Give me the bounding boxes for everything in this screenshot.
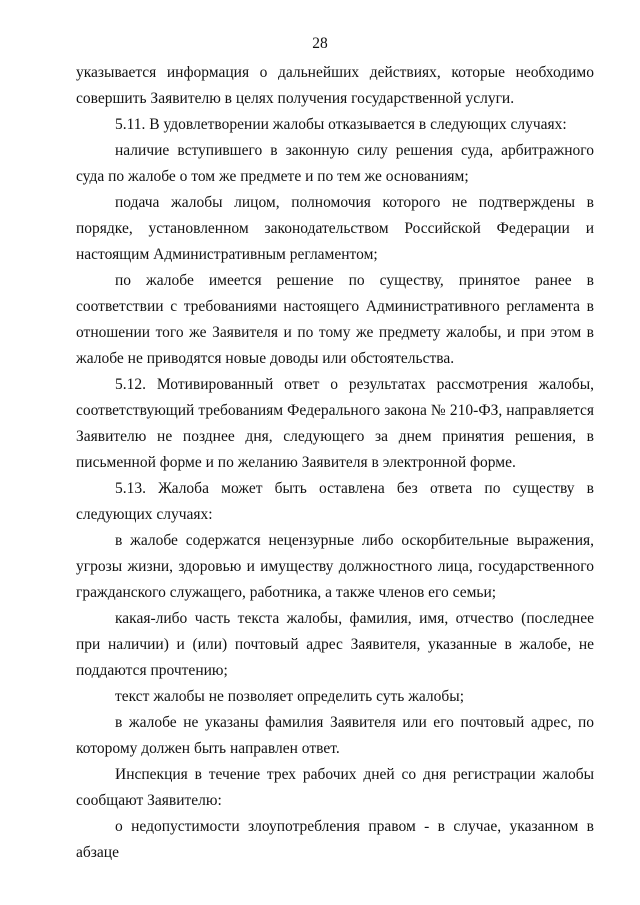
paragraph: 5.12. Мотивированный ответ о результатах рассмотрения жалобы, соответствующий требованиям Федерального закона № 210-ФЗ, направляется Заявителю не позднее дня, следующего за днем принятия решения, в письменной форме и по желанию Заявителя в электронной форме.: [76, 376, 594, 471]
body-text: [76, 60, 594, 866]
paragraph: какая-либо часть текста жалобы, фамилия, имя, отчество (последнее при наличии) и (или) почтовый адрес Заявителя, указанные в жалобе, не поддаются прочтению;: [76, 610, 594, 679]
paragraph: 5.13. Жалоба может быть оставлена без ответа по существу в следующих случаях:: [76, 480, 594, 523]
paragraph: наличие вступившего в законную силу решения суда, арбитражного суда по жалобе о том же предмете и по тем же основаниям;: [76, 142, 594, 185]
paragraph: текст жалобы не позволяет определить суть жалобы;: [115, 688, 465, 705]
paragraph: по жалобе имеется решение по существу, принятое ранее в соответствии с требованиями настоящего Административного регламента в отношении того же Заявителя и по тому же предмету жалобы, и при этом в жалобе не приводятся новые доводы или обстоятельства.: [76, 272, 594, 367]
paragraph: Инспекция в течение трех рабочих дней со дня регистрации жалобы сообщают Заявителю:: [76, 766, 594, 809]
paragraph-last: о недопустимости злоупотребления правом - в случае, указанном в абзаце: [76, 818, 594, 861]
page-number: 28: [312, 35, 328, 52]
paragraph: в жалобе не указаны фамилия Заявителя или его почтовый адрес, по которому должен быть направлен ответ.: [76, 714, 594, 757]
paragraph: указывается информация о дальнейших действиях, которые необходимо совершить Заявителю в целях получения государственной услуги.: [76, 64, 594, 107]
paragraph: подача жалобы лицом, полномочия которого не подтверждены в порядке, установленном законодательством Российской Федерации и настоящим Административным регламентом;: [76, 194, 594, 263]
paragraph: 5.11. В удовлетворении жалобы отказывается в следующих случаях:: [115, 116, 567, 133]
paragraph: в жалобе содержатся нецензурные либо оскорбительные выражения, угрозы жизни, здоровью и имуществу должностного лица, государственного гражданского служащего, работника, а также членов его семьи;: [76, 532, 594, 601]
